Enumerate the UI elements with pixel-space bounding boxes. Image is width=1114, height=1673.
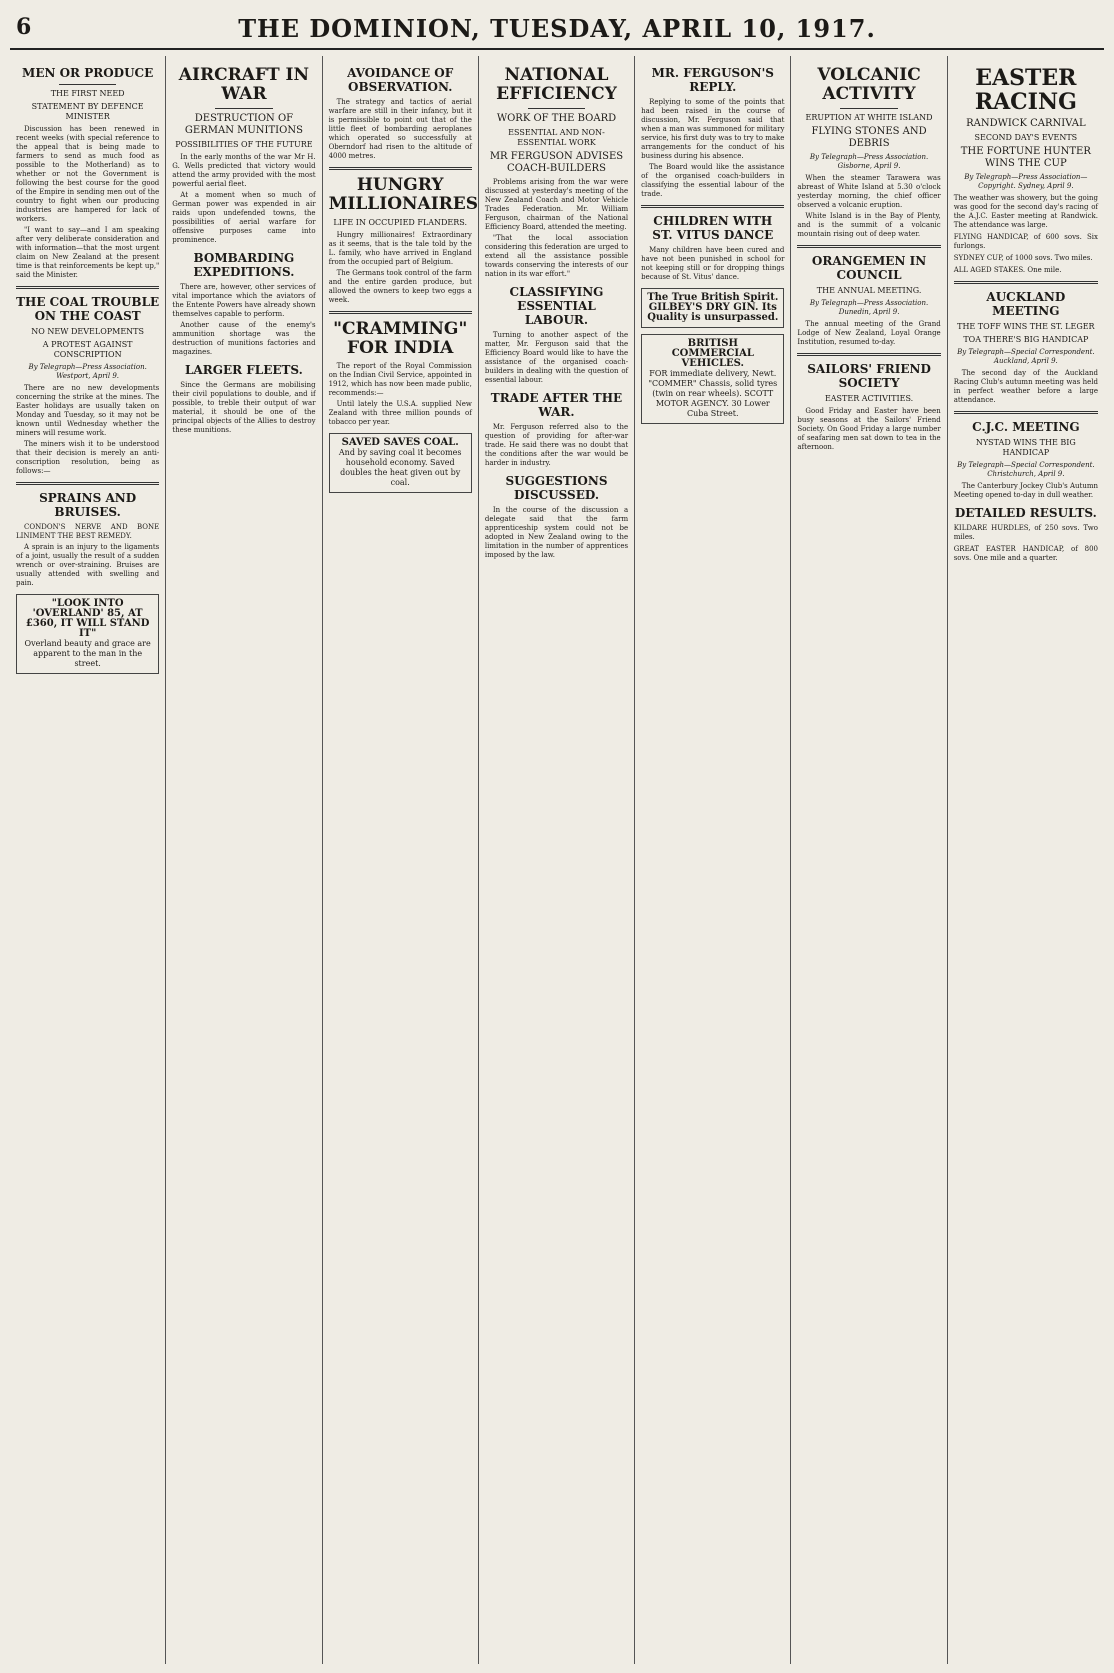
byline: By Telegraph—Special Correspondent. Christchurch, April 9. xyxy=(957,461,1095,478)
paragraph: "I want to say—and I am speaking after very deliberate consideration and with information—that the most urgent claim on New Zealand at the present time is that reinforcements be kept up," said the Minister. xyxy=(16,226,160,279)
headline: HUNGRY MILLIONAIRES xyxy=(328,175,479,214)
headline: AUCKLAND MEETING xyxy=(986,290,1066,318)
paragraph: Another cause of the enemy's ammunition shortage was the destruction of munitions factories and magazines. xyxy=(172,321,316,356)
column-5 xyxy=(635,56,791,1664)
byline: By Telegraph—Press Association. Westport, April 9. xyxy=(28,363,147,380)
subhead: ERUPTION AT WHITE ISLAND xyxy=(805,113,933,122)
section-heading: AVOIDANCE OF OBSERVATION. xyxy=(347,66,454,94)
section-heading: MR. FERGUSON'S REPLY. xyxy=(651,66,774,94)
column-7 xyxy=(948,56,1104,1664)
subhead: MR FERGUSON ADVISES COACH-BUILDERS xyxy=(489,151,624,174)
paragraph: CONDON'S NERVE AND BONE LINIMENT THE BEST REMEDY. xyxy=(16,523,160,540)
section-heading: SUGGESTIONS DISCUSSED. xyxy=(505,474,608,502)
paragraph: The report of the Royal Commission on the Indian Civil Service, appointed in 1912, which has now been made public, recommends:— xyxy=(328,362,472,397)
subhead: STATEMENT BY DEFENCE MINISTER xyxy=(31,102,144,121)
paragraph: At a moment when so much of German power was expended in air raids upon undefended towns, the possibilities of aerial warfare for offensive purposes came into prominence. xyxy=(172,191,316,244)
column-4 xyxy=(479,56,635,1664)
paragraph: The Board would like the assistance of the organised coach-builders in classifying the essential labour of the trade. xyxy=(641,163,785,198)
headline: NATIONAL EFFICIENCY xyxy=(496,65,617,104)
paragraph: In the course of the discussion a delegate said that the farm apprenticeship system could not be adopted in New Zealand owing to the limitation in the number of apprentices imposed by the law. xyxy=(484,506,629,559)
section-heading: CLASSIFYING ESSENTIAL LABOUR. xyxy=(509,285,604,327)
advertisement xyxy=(641,334,784,424)
subhead: LIFE IN OCCUPIED FLANDERS. xyxy=(333,218,468,227)
advertisement xyxy=(16,594,159,674)
paragraph: The strategy and tactics of aerial warfare are still in their infancy, but it is permissible to point out that of the little fleet of bombarding aeroplanes which operated so successfully at Oberndorf had risen to the altitude of 4000 metres. xyxy=(328,98,472,160)
subhead: TOA THERE'S BIG HANDICAP xyxy=(963,335,1089,344)
paragraph: The miners wish it to be understood that their decision is merely an anti-conscription resolution, being as follows:— xyxy=(16,440,160,475)
subhead: EASTER ACTIVITIES. xyxy=(824,394,914,403)
newspaper-title: THE DOMINION, TUESDAY, APRIL 10, 1917. xyxy=(238,14,876,43)
subhead: ESSENTIAL AND NON-ESSENTIAL WORK xyxy=(508,128,605,147)
paragraph: Hungry millionaires! Extraordinary as it seems, that is the tale told by the L. family, who have arrived in England from the occupied part of Belgium. xyxy=(328,231,472,266)
subhead: POSSIBILITIES OF THE FUTURE xyxy=(175,140,313,149)
ad-headline: SAVED SAVES COAL. xyxy=(341,437,459,448)
paragraph: There are, however, other services of vital importance which the aviators of the Entente Powers have already shown themselves capable to perform. xyxy=(172,283,316,318)
subhead: THE TOFF WINS THE ST. LEGER xyxy=(957,322,1095,331)
column-1 xyxy=(10,56,166,1664)
ad-headline: BRITISH COMMERCIAL VEHICLES. xyxy=(671,338,754,369)
headline: MEN OR PRODUCE xyxy=(22,66,154,80)
paragraph: Turning to another aspect of the matter, Mr. Ferguson said that the Efficiency Board would like to have the assistance of the organised coach-builders in dealing with the question of essential labour. xyxy=(484,331,629,384)
race-entry: FLYING HANDICAP, of 600 sovs. Six furlongs. xyxy=(953,233,1098,250)
subhead: FLYING STONES AND DEBRIS xyxy=(811,126,927,149)
subhead: RANDWICK CARNIVAL xyxy=(966,118,1086,129)
headline: SAILORS' FRIEND SOCIETY xyxy=(807,362,931,390)
advertisement xyxy=(641,288,784,328)
paragraph: The second day of the Auckland Racing Club's autumn meeting was held in perfect weather before a large attendance. xyxy=(953,369,1098,404)
paragraph: "That the local association considering this federation are urged to extend all the assistance possible towards conserving the interests of our nation in its war effort." xyxy=(484,234,629,278)
subhead: WORK OF THE BOARD xyxy=(496,113,617,124)
subhead: THE FORTUNE HUNTER WINS THE CUP xyxy=(960,146,1091,169)
headline: "CRAMMING" FOR INDIA xyxy=(333,319,468,358)
paragraph: In the early months of the war Mr H. G. Wells predicted that victory would attend the army provided with the most powerful aerial fleet. xyxy=(172,153,316,188)
ad-text: GILBEY'S DRY GIN. Its Quality is unsurpassed. xyxy=(647,302,779,323)
paragraph: White Island is in the Bay of Plenty, and is the summit of a volcanic mountain rising out of deep water. xyxy=(797,212,941,238)
section-heading: DETAILED RESULTS. xyxy=(954,506,1097,520)
column-3 xyxy=(323,56,479,1664)
ad-headline: The True British Spirit. xyxy=(647,292,779,303)
headline: VOLCANIC ACTIVITY xyxy=(817,65,921,104)
subhead: NYSTAD WINS THE BIG HANDICAP xyxy=(975,438,1076,457)
paragraph: The weather was showery, but the going was good for the second day's racing of the A.J.C. Easter meeting at Randwick. The attendance was large. xyxy=(953,194,1098,229)
ad-text: FOR immediate delivery, Newt. "COMMER" Chassis, solid tyres (twin on rear wheels). SCOTT MOTOR AGENCY. 30 Lower Cuba Street. xyxy=(648,369,778,418)
paragraph: Many children have been cured and have not been punished in school for not keeping still or for dropping things because of St. Vitus' dance. xyxy=(641,246,785,281)
masthead xyxy=(10,10,1104,50)
race-entry: KILDARE HURDLES, of 250 sovs. Two miles. xyxy=(953,524,1098,541)
byline: By Telegraph—Press Association. Dunedin, April 9. xyxy=(809,299,929,316)
headline: CHILDREN WITH ST. VITUS DANCE xyxy=(652,214,774,242)
columns xyxy=(10,56,1104,1664)
page-number: 6 xyxy=(16,14,32,40)
ad-headline: "LOOK INTO 'OVERLAND' 85, AT £360, IT WILL STAND IT" xyxy=(25,598,150,639)
paragraph: The Germans took control of the farm and the entire garden produce, but allowed the owners to keep two eggs a week. xyxy=(328,269,472,304)
column-2 xyxy=(166,56,322,1664)
section-heading: TRADE AFTER THE WAR. xyxy=(490,391,623,419)
headline: ORANGEMEN IN COUNCIL xyxy=(811,254,927,282)
byline: By Telegraph—Special Correspondent. Auckland, April 9. xyxy=(957,348,1095,365)
paragraph: Since the Germans are mobilising their civil populations to double, and if possible, to treble their output of war material, it should be one of the principal objects of the Allies to destroy these munitions. xyxy=(172,381,316,434)
byline: By Telegraph—Press Association—Copyright. Sydney, April 9. xyxy=(964,173,1088,190)
headline: C.J.C. MEETING xyxy=(972,420,1080,434)
paragraph: Mr. Ferguson referred also to the question of providing for after-war trade. He said there was no doubt that the conditions after the war would be harder in industry. xyxy=(484,423,629,467)
race-entry: ALL AGED STAKES. One mile. xyxy=(953,266,1062,274)
byline: By Telegraph—Press Association. Gisborne, April 9. xyxy=(809,153,929,170)
column-6 xyxy=(791,56,947,1664)
paragraph: A sprain is an injury to the ligaments of a joint, usually the result of a sudden wrench or over-straining. Bruises are usually attended with swelling and pain. xyxy=(16,543,160,587)
paragraph: The Canterbury Jockey Club's Autumn Meeting opened to-day in dull weather. xyxy=(953,482,1098,499)
headline: AIRCRAFT IN WAR xyxy=(178,65,310,104)
ad-text: Overland beauty and grace are apparent to the man in the street. xyxy=(24,639,151,668)
paragraph: Problems arising from the war were discussed at yesterday's meeting of the New Zealand Coach and Motor Vehicle Trades Federation. Mr. William Ferguson, chairman of the National Efficiency Board, attended the meeting. xyxy=(484,178,629,231)
subhead: NO NEW DEVELOPMENTS xyxy=(31,327,144,336)
section-heading: BOMBARDING EXPEDITIONS. xyxy=(193,251,295,279)
subhead: A PROTEST AGAINST CONSCRIPTION xyxy=(42,340,133,359)
subhead: DESTRUCTION OF GERMAN MUNITIONS xyxy=(184,113,303,136)
headline: SPRAINS AND BRUISES. xyxy=(39,491,137,519)
subhead: SECOND DAY'S EVENTS xyxy=(974,133,1078,142)
paragraph: Until lately the U.S.A. supplied New Zealand with three million pounds of tobacco per year. xyxy=(328,400,472,426)
paragraph: The annual meeting of the Grand Lodge of New Zealand, Loyal Orange Institution, resumed to-day. xyxy=(797,320,941,346)
section-heading: LARGER FLEETS. xyxy=(184,363,303,377)
paragraph: Good Friday and Easter have been busy seasons at the Sailors' Friend Society. On Good Friday a large number of seafaring men sat down to tea in the afternoon. xyxy=(797,407,941,451)
headline: EASTER RACING xyxy=(974,65,1077,115)
ad-text: And by saving coal it becomes household economy. Saved doubles the heat given out by coal. xyxy=(338,448,462,487)
paragraph: Discussion has been renewed in recent weeks (with special reference to the appeal that is being made to farmers to send as much food as possible to the Motherland) as to whether or not the Government is following the best course for the good of the Empire in sending men out of the country to fight when our producing industries are hampered for lack of workers. xyxy=(16,125,160,223)
race-entry: GREAT EASTER HANDICAP, of 800 sovs. One mile and a quarter. xyxy=(953,545,1098,562)
subhead: THE FIRST NEED xyxy=(50,89,125,98)
subhead: THE ANNUAL MEETING. xyxy=(816,286,922,295)
race-entry: SYDNEY CUP, of 1000 sovs. Two miles. xyxy=(953,254,1093,262)
paragraph: When the steamer Tarawera was abreast of White Island at 5.30 o'clock yesterday morning, the chief officer observed a volcanic eruption. xyxy=(797,174,941,209)
paragraph: Replying to some of the points that had been raised in the course of discussion, Mr. Ferguson said that when a man was summoned for military service, his first duty was to try to make arrangements for the conduct of his business during his absence. xyxy=(641,98,785,160)
advertisement xyxy=(329,433,472,493)
paragraph: There are no new developments concerning the strike at the mines. The Easter holidays are usually taken on Monday and Tuesday, so it may not be known until Wednesday whether the miners will resume work. xyxy=(16,384,160,437)
headline: THE COAL TROUBLE ON THE COAST xyxy=(16,295,160,323)
